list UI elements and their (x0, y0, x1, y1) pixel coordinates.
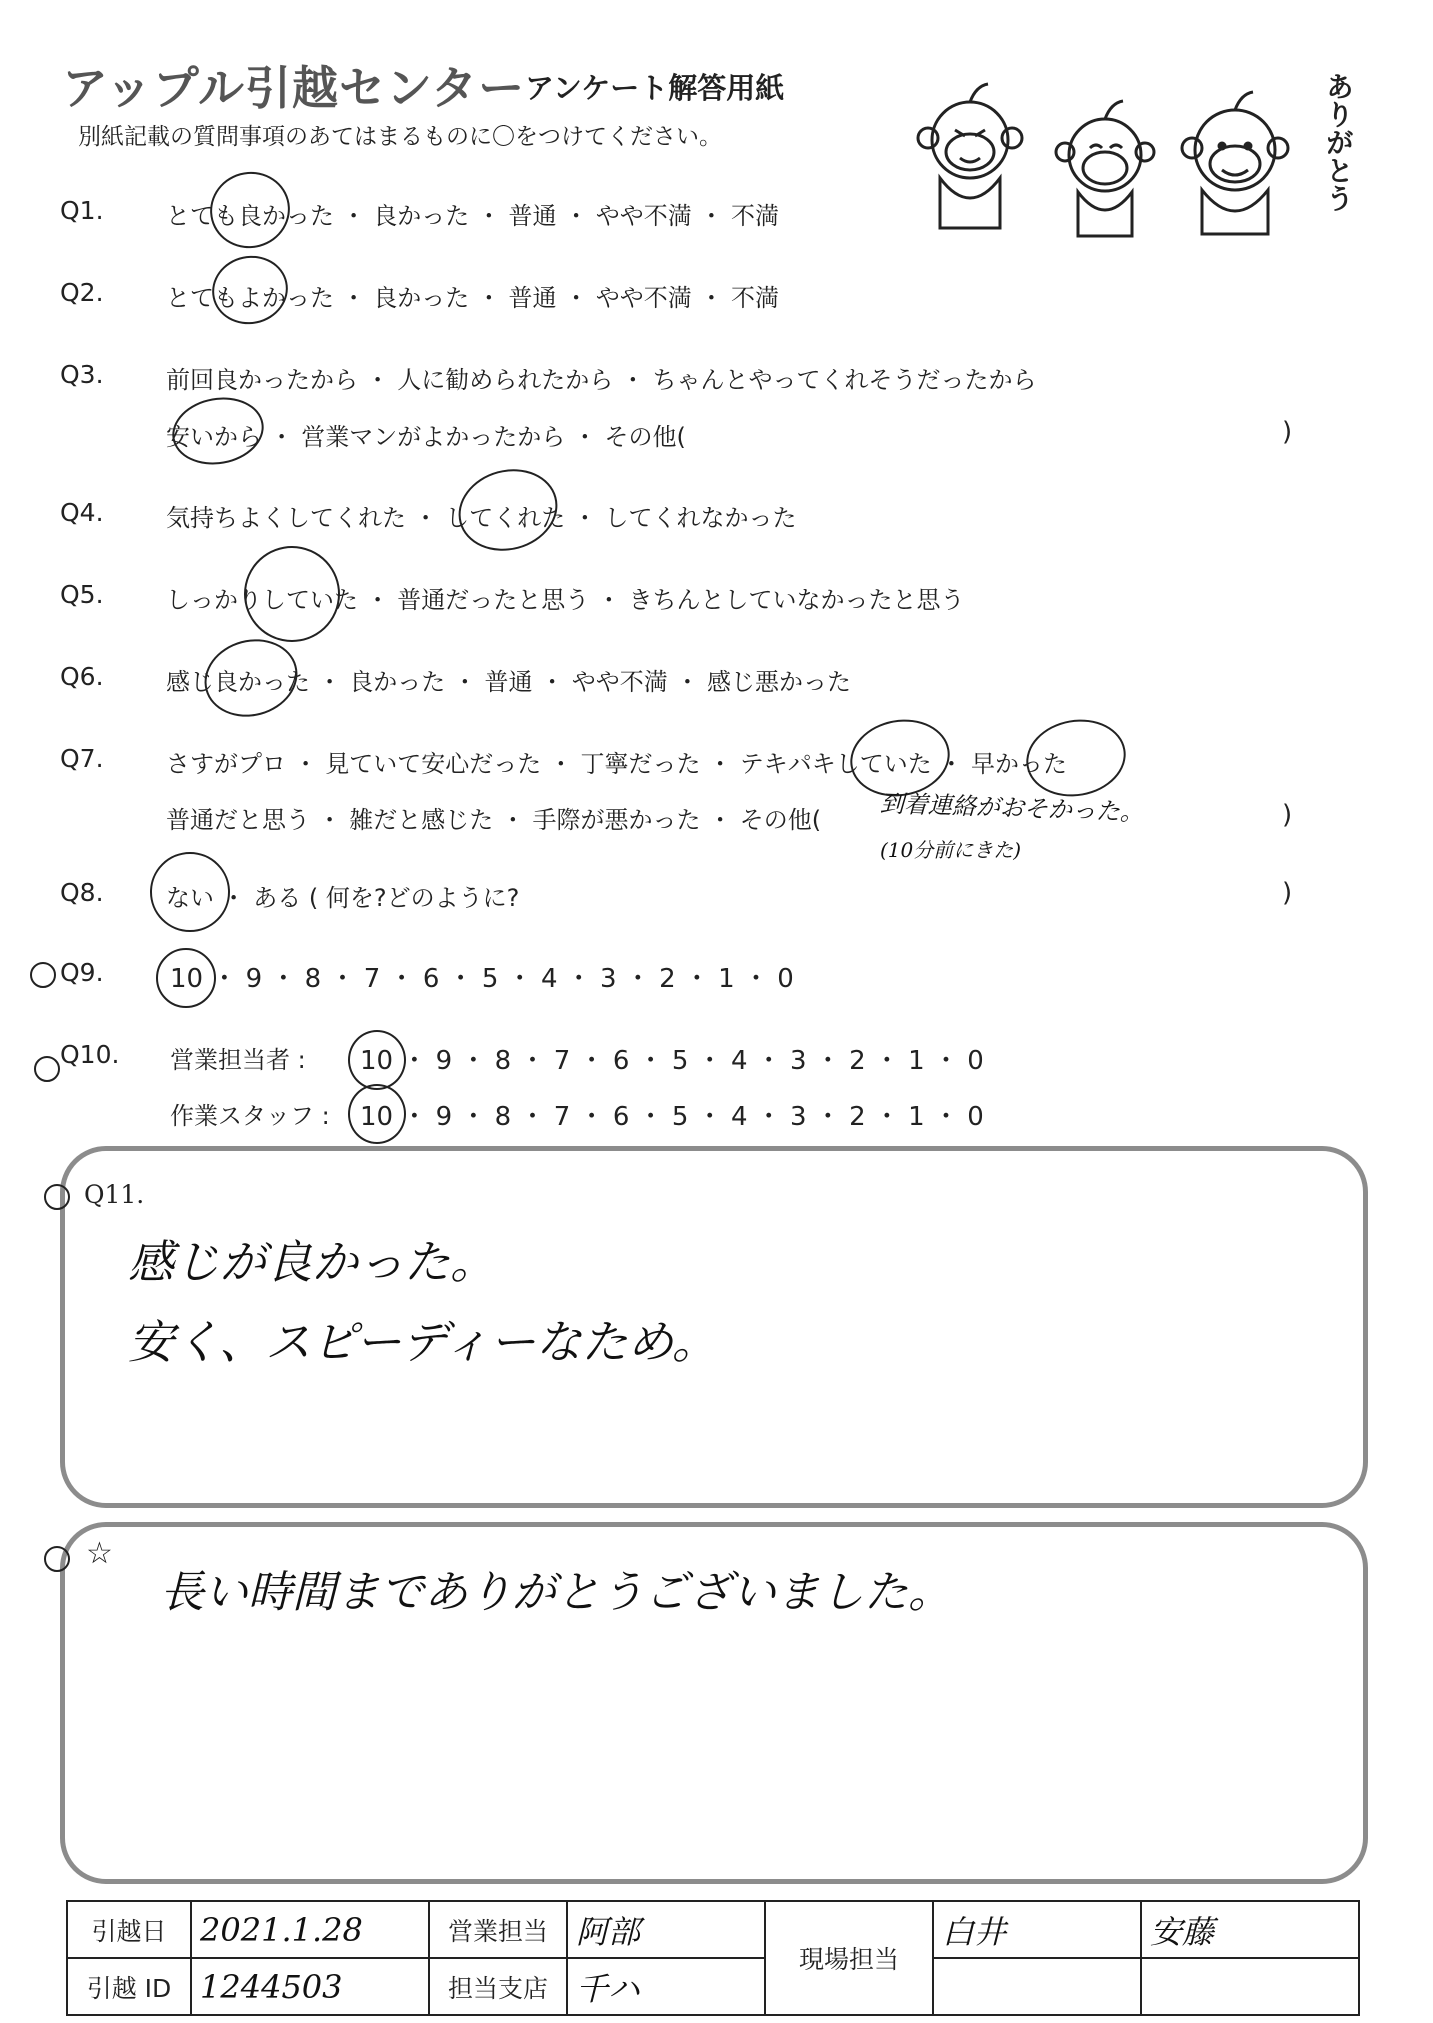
moving-id-label: 引越 ID (67, 1958, 191, 2015)
answer-circle (156, 948, 216, 1008)
q7-handwritten-note: 到着連絡がおそかった。 (879, 789, 1145, 827)
q6-number: Q6. (60, 662, 104, 691)
q11-number: Q11. (84, 1180, 145, 1209)
q7-number: Q7. (60, 744, 104, 773)
check-mark-icon (44, 1546, 70, 1572)
q2-options[interactable]: とてもよかった ・ 良かった ・ 普通 ・ やや不満 ・ 不満 (166, 284, 780, 312)
q11-comment-line1: 感じが良かった。 (128, 1235, 496, 1289)
moving-id-value: 1244503 (191, 1958, 429, 2015)
q9-number: Q9. (60, 958, 104, 987)
mascot-illustration (900, 60, 1360, 240)
q1-options[interactable]: とても良かった ・ 良かった ・ 普通 ・ やや不満 ・ 不満 (166, 202, 780, 230)
q6-options[interactable]: 感じ良かった ・ 良かった ・ 普通 ・ やや不満 ・ 感じ悪かった (166, 668, 852, 696)
answer-circle (348, 1084, 406, 1144)
answer-circle (167, 391, 269, 472)
answer-circle (206, 249, 294, 331)
q10-staff-label: 作業スタッフ : (170, 1102, 330, 1130)
site-staff-label: 現場担当 (765, 1901, 933, 2015)
q4-options[interactable]: 気持ちよくしてくれた ・ してくれた ・ してくれなかった (166, 504, 797, 532)
q7-handwritten-note-2: (10分前にきた) (880, 838, 1022, 862)
site-staff-2: 安藤 (1141, 1901, 1359, 1958)
q7-close-paren: ) (1282, 800, 1293, 830)
answer-circle (348, 1030, 406, 1090)
answer-circle (449, 458, 566, 561)
check-mark-icon (34, 1056, 60, 1082)
mascot-caption: ありがとう (1322, 72, 1355, 212)
answer-circle (150, 852, 230, 932)
site-staff-empty-2 (1141, 1958, 1359, 2015)
q3-number: Q3. (60, 360, 104, 389)
q7-options-line2[interactable]: 普通だと思う ・ 雑だと感じた ・ 手際が悪かった ・ その他( (166, 806, 822, 834)
q10-sales-scale[interactable]: 10 ・ 9 ・ 8 ・ 7 ・ 6 ・ 5 ・ 4 ・ 3 ・ 2 ・ 1 ・ 0 (360, 1046, 984, 1076)
q3-options-line2[interactable]: 安いから ・ 営業マンがよかったから ・ その他( (166, 423, 686, 451)
form-title: アンケート解答用紙 (525, 71, 785, 105)
q3-close-paren: ) (1282, 417, 1293, 447)
q8-close-paren: ) (1282, 878, 1293, 908)
sales-rep-label: 営業担当 (429, 1901, 567, 1958)
q8-options[interactable]: ない ・ ある ( 何を?どのように? (166, 884, 520, 912)
check-mark-icon (30, 962, 56, 988)
answer-circle (202, 163, 299, 257)
q9-scale[interactable]: 10 ・ 9 ・ 8 ・ 7 ・ 6 ・ 5 ・ 4 ・ 3 ・ 2 ・ 1 ・ 0 (170, 964, 794, 994)
q3-options-line1[interactable]: 前回良かったから ・ 人に勧められたから ・ ちゃんとやってくれそうだったから (166, 366, 1037, 394)
q5-number: Q5. (60, 580, 104, 609)
site-staff-1: 白井 (933, 1901, 1141, 1958)
branch-value: 千ハ (567, 1958, 765, 2015)
answer-circle (196, 629, 306, 727)
q4-number: Q4. (60, 498, 104, 527)
footer-table (66, 1900, 1360, 2016)
message-text: 長い時間までありがとうございました。 (160, 1567, 952, 1618)
moving-date-label: 引越日 (67, 1901, 191, 1958)
q10-staff-scale[interactable]: 10 ・ 9 ・ 8 ・ 7 ・ 6 ・ 5 ・ 4 ・ 3 ・ 2 ・ 1 ・ 0 (360, 1102, 984, 1132)
branch-label: 担当支店 (429, 1958, 567, 2015)
moving-date-value: 2021.1.28 (191, 1901, 429, 1958)
q10-number: Q10. (60, 1040, 120, 1069)
answer-circle (236, 538, 347, 649)
q2-number: Q2. (60, 278, 104, 307)
q11-comment-line2: 安く、スピーディーなため。 (128, 1315, 718, 1369)
site-staff-empty-1 (933, 1958, 1141, 2015)
check-mark-icon (44, 1184, 70, 1210)
star-icon: ☆ (86, 1536, 113, 1571)
q7-options-line1[interactable]: さすがプロ ・ 見ていて安心だった ・ 丁寧だった ・ テキパキしていた ・ 早かった (166, 750, 1068, 778)
q8-number: Q8. (60, 878, 104, 907)
brand-title: アップル引越センター (62, 61, 526, 115)
q1-number: Q1. (60, 196, 104, 225)
sales-rep-value: 阿部 (567, 1901, 765, 1958)
q5-options[interactable]: しっかりしていた ・ 普通だったと思う ・ きちんとしていなかったと思う (166, 586, 965, 614)
instruction-text: 別紙記載の質問事項のあてはまるものに〇をつけてください。 (78, 124, 722, 150)
q10-sales-label: 営業担当者 : (170, 1046, 306, 1074)
